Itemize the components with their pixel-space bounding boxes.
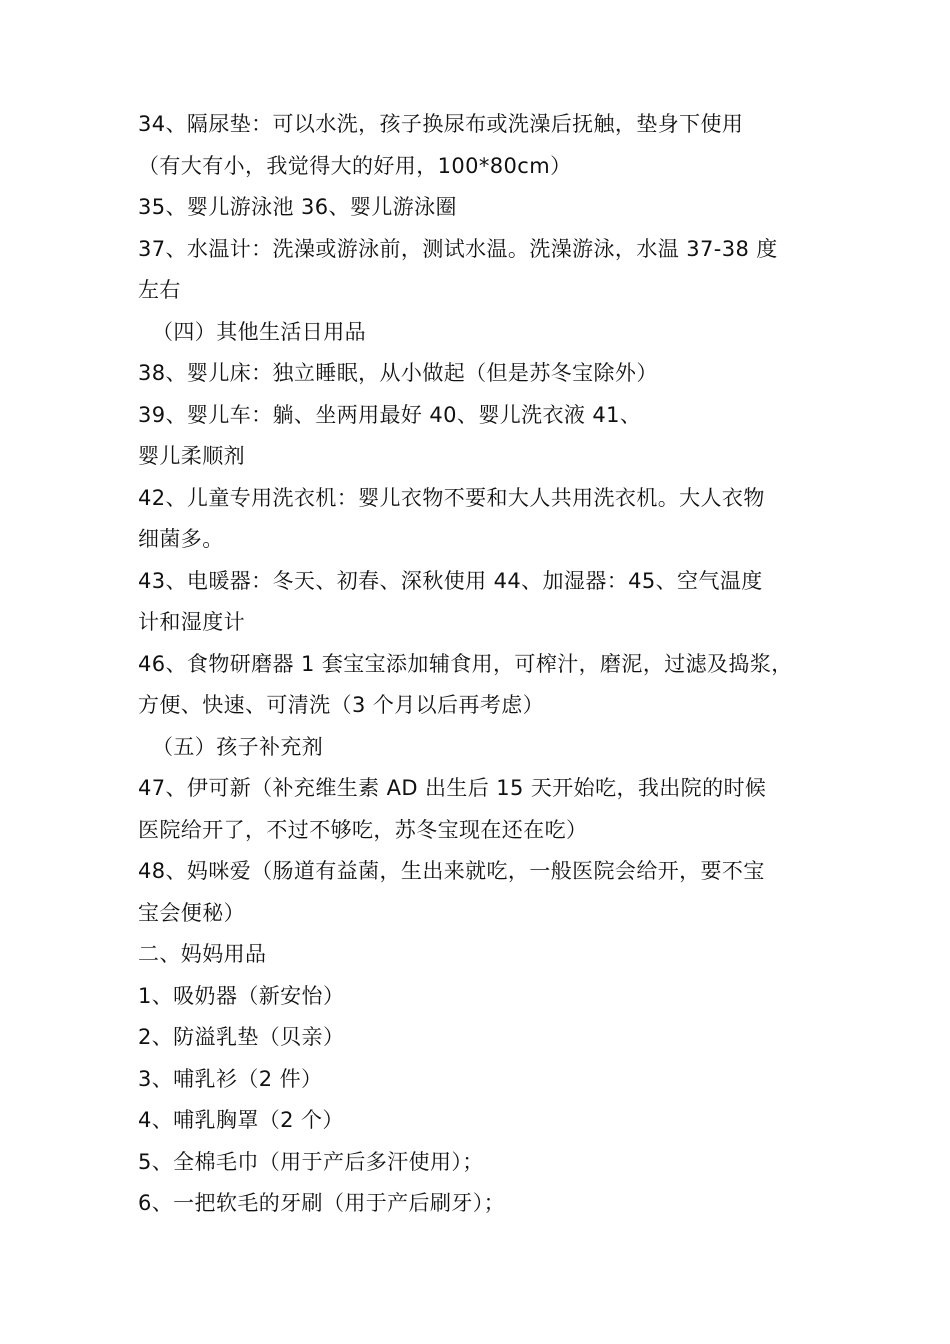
text-line: 计和湿度计 xyxy=(138,610,245,634)
text-line: 左右 xyxy=(138,278,181,302)
text-line: 34、隔尿垫：可以水洗，孩子换尿布或洗澡后抚触，垫身下使用 xyxy=(138,112,744,136)
text-line: 46、食物研磨器 1 套宝宝添加辅食用，可榨汁，磨泥，过滤及捣浆， xyxy=(138,651,793,676)
text-line: 35、婴儿游泳池 36、婴儿游泳圈 xyxy=(138,195,457,219)
text-line: 5、全棉毛巾（用于产后多汗使用）； xyxy=(138,1149,484,1174)
text-line: 38、婴儿床：独立睡眠，从小做起（但是苏冬宝除外） xyxy=(138,361,658,385)
text-line: 42、儿童专用洗衣机：婴儿衣物不要和大人共用洗衣机。大人衣物 xyxy=(138,485,765,510)
section-heading: （四）其他生活日用品 xyxy=(152,319,366,344)
text-line: 43、电暖器：冬天、初春、深秋使用 44、加湿器：45、空气温度 xyxy=(138,568,763,593)
text-line: 3、哺乳衫（2 件） xyxy=(138,1066,323,1091)
text-line: 2、防溢乳垫（贝亲） xyxy=(138,1025,345,1049)
text-line: 47、伊可新（补充维生素 AD 出生后 15 天开始吃，我出院的时候 xyxy=(138,776,767,800)
document-body xyxy=(138,104,838,1225)
text-line: 婴儿柔顺剂 xyxy=(138,444,245,468)
text-line: 6、一把软毛的牙刷（用于产后刷牙）； xyxy=(138,1191,506,1215)
text-line: 37、水温计：洗澡或游泳前，测试水温。洗澡游泳，水温 37-38 度 xyxy=(138,236,778,261)
text-line: 医院给开了，不过不够吃，苏冬宝现在还在吃） xyxy=(138,817,588,842)
text-line: 方便、快速、可清洗（3 个月以后再考虑） xyxy=(138,693,545,717)
section-heading: （五）孩子补充剂 xyxy=(152,734,324,759)
text-line: 细菌多。 xyxy=(138,527,224,551)
section-heading: 二、妈妈用品 xyxy=(138,942,267,966)
text-line: 宝会便秘） xyxy=(138,900,245,925)
text-line: 1、吸奶器（新安怡） xyxy=(138,983,345,1008)
text-line: 48、妈咪爱（肠道有益菌，生出来就吃，一般医院会给开，要不宝 xyxy=(138,859,765,883)
text-line: 39、婴儿车：躺、坐两用最好 40、婴儿洗衣液 41、 xyxy=(138,402,642,427)
text-line: 4、哺乳胸罩（2 个） xyxy=(138,1108,344,1132)
text-line: （有大有小，我觉得大的好用，100*80cm） xyxy=(138,153,572,178)
